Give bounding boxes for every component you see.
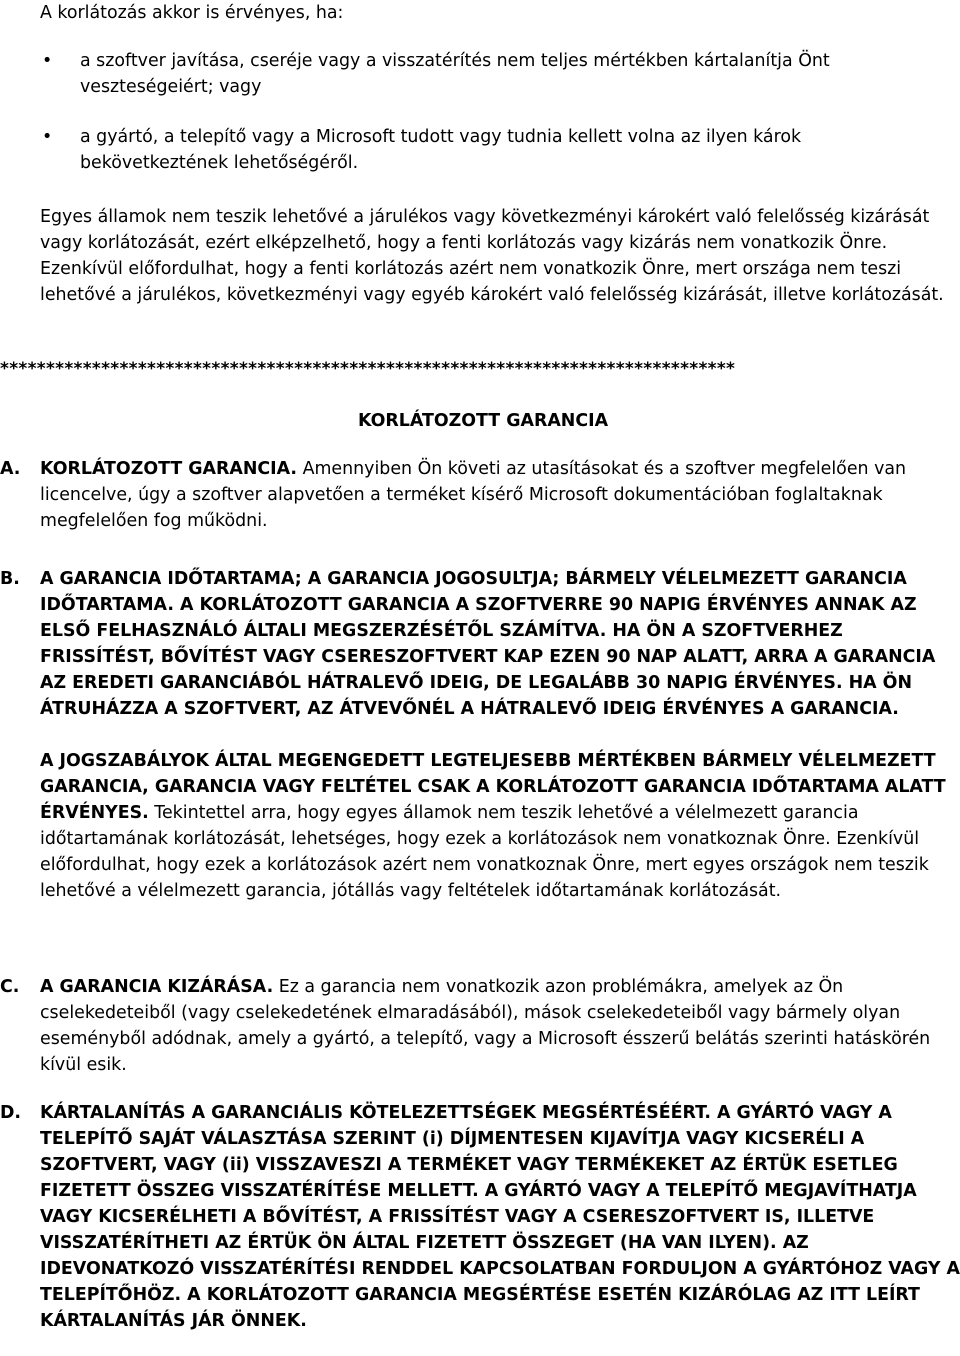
bullet-icon: • bbox=[42, 51, 53, 71]
section-text: Tekintettel arra, hogy egyes államok nem teszik lehetővé a vélelmezett garancia időtartamának korlátozását, lehetséges, hogy ezek a korlátozások nem vonatkoznak Önre. Ezenkívül előfordulhat, hogy ezek a korlátozások azért nem vonatkoznak Önre, mert egyes országok nem teszik lehetővé a vélelmezett garancia, jótállás vagy feltételek időtartamának korlátozását. bbox=[40, 803, 929, 901]
list-item bbox=[0, 124, 910, 176]
section-text: Amennyiben Ön követi az utasításokat és a szoftver megfelelően van licencelve, úgy a szoftver alapvetően a terméket kísérő Microsoft dokumentációban foglaltaknak megfelelően fog működni. bbox=[40, 459, 907, 531]
section-body bbox=[40, 566, 960, 904]
section-subtitle: A JOGSZABÁLYOK ÁLTAL MEGENGEDETT LEGTELJESEBB MÉRTÉKBEN BÁRMELY VÉLELMEZETT GARANCIA, GARANCIA VAGY FELTÉTEL CSAK A KORLÁTOZOTT GARANCIA IDŐTARTAMA ALATT ÉRVÉNYES. bbox=[40, 751, 946, 823]
section-title: A GARANCIA IDŐTARTAMA; A GARANCIA JOGOSULTJA; BÁRMELY VÉLELMEZETT GARANCIA IDŐTARTAMA. A KORLÁTOZOTT GARANCIA A SZOFTVERRE 90 NAPIG ÉRVÉNYES ANNAK AZ ELSŐ FELHASZNÁLÓ ÁLTALI MEGSZERZÉSÉTŐL SZÁMÍTVA. HA ÖN A SZOFTVERHEZ FRISSÍTÉST, BŐVÍTÉST VAGY CSERESZOFTVERT KAP EZEN 90 NAP ALATT, ARRA A GARANCIA AZ EREDETI GARANCIÁBÓL HÁTRALEVŐ IDEIG, DE LEGALÁBB 30 NAPIG ÉRVÉNYES. HA ÖN ÁTRUHÁZZA A SZOFTVERT, AZ ÁTVEVŐNÉL A HÁTRALEVŐ IDEIG ÉRVÉNYES A GARANCIA. bbox=[40, 569, 936, 719]
condition-list bbox=[0, 48, 960, 200]
liability-paragraph: Egyes államok nem teszik lehetővé a járulékos vagy következményi károkért való felelősség kizárását vagy korlátozását, ezért elképzelhető, hogy a fenti korlátozás vagy kizárás nem vonatkozik Önre. Ezenkívül előfordulhat, hogy a fenti korlátozás azért nem vonatkozik Önre, mert országa nem teszi lehetővé a járulékos, következményi vagy egyéb károkért való felelősség kizárását, illetve korlátozását. bbox=[40, 207, 944, 305]
list-item bbox=[0, 48, 910, 100]
section-letter: C. bbox=[0, 977, 20, 997]
separator-line: ******************************************************************************** bbox=[0, 359, 736, 379]
section-text: Ez a garancia nem vonatkozik azon problémákra, amelyek az Ön cselekedeteiből (vagy cselekedetének elmaradásából), mások cselekedeteiből vagy bármely olyan eseményből adódnak, amely a gyártó, a telepítő, vagy a Microsoft ésszerű belátás szerinti hatáskörén kívül esik. bbox=[40, 977, 931, 1075]
section-title: A GARANCIA KIZÁRÁSA. bbox=[40, 977, 274, 997]
section-body bbox=[40, 974, 960, 1078]
section-title: KÁRTALANÍTÁS A GARANCIÁLIS KÖTELEZETTSÉGEK MEGSÉRTÉSÉÉRT. A GYÁRTÓ VAGY A TELEPÍTŐ SAJÁT VÁLASZTÁSA SZERINT (i) DÍJMENTESEN KIJAVÍTJA VAGY KICSERÉLI A SZOFTVERT, VAGY (ii) VISSZAVESZI A TERMÉKET VAGY TERMÉKEKET AZ ÉRTÜK ESETLEG FIZETETT ÖSSZEG VISSZATÉRÍTÉSE MELLETT. A GYÁRTÓ VAGY A TELEPÍTŐ MEGJAVÍTHATJA VAGY KICSERÉLHETI A BŐVÍTÉST, A FRISSÍTÉST VAGY A CSERESZOFTVERT IS, ILLETVE VISSZATÉRÍTHETI AZ ÉRTÜK ÖN ÁLTAL FIZETETT ÖSSZEGET (HA VAN ILYEN). AZ IDEVONATKOZÓ VISSZATÉRÍTÉSI RENDDEL KAPCSOLATBAN FORDULJON A GYÁRTÓHOZ VAGY A TELEPÍTŐHÖZ. A KORLÁTOZOTT GARANCIA MEGSÉRTÉSE ESETÉN KIZÁRÓLAG AZ ITT LEÍRT KÁRTALANÍTÁS JÁR ÖNNEK. bbox=[40, 1103, 960, 1331]
section-letter: A. bbox=[0, 459, 21, 479]
section-title: KORLÁTOZOTT GARANCIA. bbox=[40, 459, 298, 479]
section-letter: B. bbox=[0, 569, 20, 589]
list-item-text: a gyártó, a telepítő vagy a Microsoft tudott vagy tudnia kellett volna az ilyen károk bekövetkeztének lehetőségéről. bbox=[80, 127, 802, 173]
bullet-icon: • bbox=[42, 127, 53, 147]
section-body bbox=[40, 1100, 960, 1334]
intro-text: A korlátozás akkor is érvényes, ha: bbox=[40, 3, 344, 23]
section-body bbox=[40, 456, 960, 534]
section-letter: D. bbox=[0, 1103, 22, 1123]
section-heading: KORLÁTOZOTT GARANCIA bbox=[357, 411, 609, 431]
list-item-text: a szoftver javítása, cseréje vagy a visszatérítés nem teljes mértékben kártalanítja Önt veszteségeiért; vagy bbox=[80, 51, 830, 97]
